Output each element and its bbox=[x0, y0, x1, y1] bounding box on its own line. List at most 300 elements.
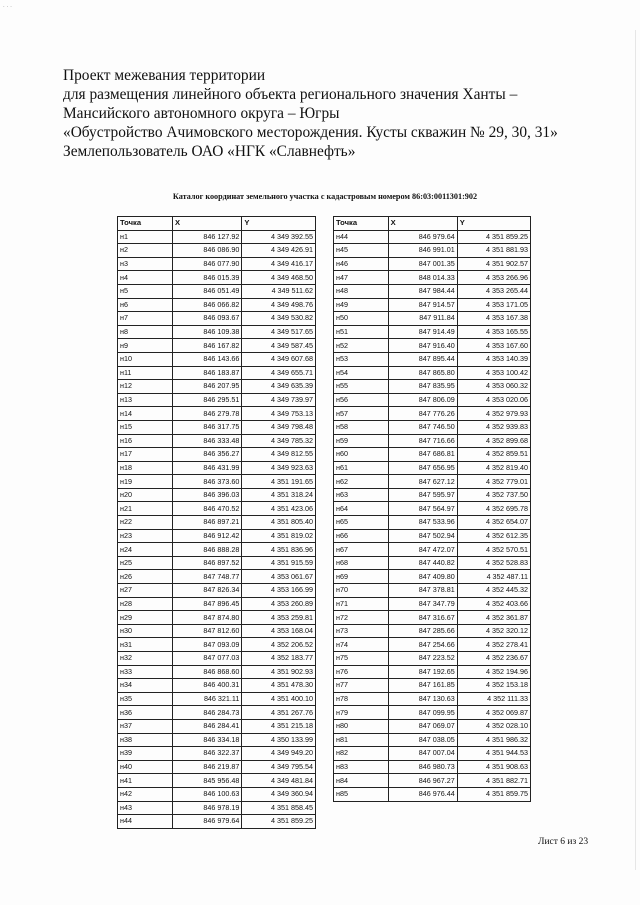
point-cell: н8 bbox=[118, 325, 173, 339]
table-row bbox=[118, 570, 316, 584]
y-cell: 4 352 487.11 bbox=[457, 570, 530, 584]
x-cell: 846 333.48 bbox=[172, 434, 241, 448]
x-cell: 846 207.95 bbox=[172, 380, 241, 394]
point-cell: н60 bbox=[334, 448, 389, 462]
y-cell: 4 353 167.38 bbox=[457, 312, 530, 326]
table-row bbox=[334, 665, 531, 679]
point-cell: н84 bbox=[334, 774, 389, 788]
x-cell: 847 316.67 bbox=[388, 611, 457, 625]
y-cell: 4 351 882.71 bbox=[457, 774, 530, 788]
point-cell: н10 bbox=[118, 352, 173, 366]
table-row bbox=[118, 339, 316, 353]
x-cell: 846 295.51 bbox=[172, 393, 241, 407]
y-cell: 4 352 570.51 bbox=[457, 543, 530, 557]
x-cell: 846 400.31 bbox=[172, 679, 241, 693]
y-cell: 4 352 737.50 bbox=[457, 488, 530, 502]
table-row bbox=[118, 230, 316, 244]
y-cell: 4 349 812.55 bbox=[242, 448, 316, 462]
point-cell: н36 bbox=[118, 706, 173, 720]
table-row bbox=[118, 529, 316, 543]
point-cell: н41 bbox=[118, 774, 173, 788]
point-cell: н81 bbox=[334, 733, 389, 747]
x-cell: 847 746.50 bbox=[388, 420, 457, 434]
x-cell: 846 284.73 bbox=[172, 706, 241, 720]
point-cell: н22 bbox=[118, 516, 173, 530]
point-cell: н17 bbox=[118, 448, 173, 462]
y-cell: 4 351 908.63 bbox=[457, 760, 530, 774]
point-cell: н32 bbox=[118, 652, 173, 666]
x-cell: 847 896.45 bbox=[172, 597, 241, 611]
x-cell: 847 686.81 bbox=[388, 448, 457, 462]
y-cell: 4 349 655.71 bbox=[242, 366, 316, 380]
x-cell: 846 979.64 bbox=[172, 815, 241, 829]
y-cell: 4 349 607.68 bbox=[242, 352, 316, 366]
x-cell: 847 223.52 bbox=[388, 652, 457, 666]
point-cell: н69 bbox=[334, 570, 389, 584]
x-cell: 847 007.04 bbox=[388, 747, 457, 761]
x-cell: 847 378.81 bbox=[388, 584, 457, 598]
x-cell: 846 967.27 bbox=[388, 774, 457, 788]
x-cell: 847 776.26 bbox=[388, 407, 457, 421]
x-cell: 847 001.35 bbox=[388, 257, 457, 271]
x-cell: 847 472.07 bbox=[388, 543, 457, 557]
header-line: «Обустройство Ачимовского месторождения. Кусты скважин № 29, 30, 31» bbox=[63, 124, 558, 141]
y-cell: 4 349 635.39 bbox=[242, 380, 316, 394]
x-cell: 847 161.85 bbox=[388, 679, 457, 693]
x-cell: 846 912.42 bbox=[172, 529, 241, 543]
y-cell: 4 351 267.76 bbox=[242, 706, 316, 720]
table-row bbox=[118, 244, 316, 258]
point-cell: н68 bbox=[334, 556, 389, 570]
table-row bbox=[334, 570, 531, 584]
y-cell: 4 353 020.06 bbox=[457, 393, 530, 407]
point-cell: н80 bbox=[334, 719, 389, 733]
point-cell: н31 bbox=[118, 638, 173, 652]
x-cell: 846 015.39 bbox=[172, 271, 241, 285]
point-cell: н2 bbox=[118, 244, 173, 258]
point-cell: н38 bbox=[118, 733, 173, 747]
point-cell: н65 bbox=[334, 516, 389, 530]
point-cell: н13 bbox=[118, 393, 173, 407]
x-cell: 846 322.37 bbox=[172, 747, 241, 761]
table-row bbox=[334, 407, 531, 421]
y-cell: 4 351 191.65 bbox=[242, 475, 316, 489]
y-cell: 4 352 183.77 bbox=[242, 652, 316, 666]
table-row bbox=[334, 652, 531, 666]
y-cell: 4 349 426.91 bbox=[242, 244, 316, 258]
x-cell: 847 865.80 bbox=[388, 366, 457, 380]
y-cell: 4 352 899.68 bbox=[457, 434, 530, 448]
table-row bbox=[334, 244, 531, 258]
x-cell: 846 143.66 bbox=[172, 352, 241, 366]
table-row bbox=[334, 556, 531, 570]
x-cell: 847 285.66 bbox=[388, 624, 457, 638]
header-y: Y bbox=[242, 217, 316, 231]
table-row bbox=[334, 692, 531, 706]
y-cell: 4 349 587.45 bbox=[242, 339, 316, 353]
y-cell: 4 349 416.17 bbox=[242, 257, 316, 271]
point-cell: н27 bbox=[118, 584, 173, 598]
table-row bbox=[118, 420, 316, 434]
x-cell: 846 183.87 bbox=[172, 366, 241, 380]
point-cell: н47 bbox=[334, 271, 389, 285]
x-cell: 846 868.60 bbox=[172, 665, 241, 679]
x-cell: 847 347.79 bbox=[388, 597, 457, 611]
x-cell: 846 109.38 bbox=[172, 325, 241, 339]
point-cell: н35 bbox=[118, 692, 173, 706]
point-cell: н23 bbox=[118, 529, 173, 543]
x-cell: 847 038.05 bbox=[388, 733, 457, 747]
table-row bbox=[118, 502, 316, 516]
y-cell: 4 351 859.75 bbox=[457, 787, 530, 801]
x-cell: 847 627.12 bbox=[388, 475, 457, 489]
table-row bbox=[118, 719, 316, 733]
point-cell: н61 bbox=[334, 461, 389, 475]
point-cell: н74 bbox=[334, 638, 389, 652]
catalog-title: Каталог координат земельного участка с кадастровым номером 86:03:0011301:902 bbox=[172, 192, 478, 201]
point-cell: н14 bbox=[118, 407, 173, 421]
table-row bbox=[118, 611, 316, 625]
table-row bbox=[118, 284, 316, 298]
point-cell: н9 bbox=[118, 339, 173, 353]
table-row bbox=[118, 407, 316, 421]
table-row bbox=[334, 257, 531, 271]
table-row bbox=[118, 624, 316, 638]
table-row bbox=[334, 502, 531, 516]
x-cell: 845 956.48 bbox=[172, 774, 241, 788]
y-cell: 4 349 949.20 bbox=[242, 747, 316, 761]
y-cell: 4 353 165.55 bbox=[457, 325, 530, 339]
point-cell: н48 bbox=[334, 284, 389, 298]
table-row bbox=[334, 543, 531, 557]
y-cell: 4 353 060.32 bbox=[457, 380, 530, 394]
table-row bbox=[118, 257, 316, 271]
y-cell: 4 352 528.83 bbox=[457, 556, 530, 570]
x-cell: 848 014.33 bbox=[388, 271, 457, 285]
y-cell: 4 351 858.45 bbox=[242, 801, 316, 815]
y-cell: 4 353 061.67 bbox=[242, 570, 316, 584]
y-cell: 4 352 194.96 bbox=[457, 665, 530, 679]
table-row bbox=[334, 733, 531, 747]
point-cell: н75 bbox=[334, 652, 389, 666]
x-cell: 846 093.67 bbox=[172, 312, 241, 326]
table-row bbox=[334, 434, 531, 448]
table-row bbox=[334, 448, 531, 462]
table-row bbox=[334, 611, 531, 625]
table-row bbox=[118, 448, 316, 462]
x-cell: 846 979.64 bbox=[388, 230, 457, 244]
y-cell: 4 353 171.05 bbox=[457, 298, 530, 312]
x-cell: 846 127.92 bbox=[172, 230, 241, 244]
x-cell: 847 874.80 bbox=[172, 611, 241, 625]
x-cell: 846 431.99 bbox=[172, 461, 241, 475]
y-cell: 4 352 445.32 bbox=[457, 584, 530, 598]
table-row bbox=[118, 787, 316, 801]
table-row bbox=[334, 584, 531, 598]
point-cell: н72 bbox=[334, 611, 389, 625]
y-cell: 4 353 168.04 bbox=[242, 624, 316, 638]
table-row bbox=[334, 461, 531, 475]
y-cell: 4 351 478.30 bbox=[242, 679, 316, 693]
point-cell: н7 bbox=[118, 312, 173, 326]
sheet-number: Лист 6 из 23 bbox=[538, 837, 589, 847]
x-cell: 847 093.09 bbox=[172, 638, 241, 652]
table-row bbox=[334, 475, 531, 489]
y-cell: 4 349 468.50 bbox=[242, 271, 316, 285]
table-row bbox=[118, 380, 316, 394]
point-cell: н25 bbox=[118, 556, 173, 570]
point-cell: н5 bbox=[118, 284, 173, 298]
table-row bbox=[334, 339, 531, 353]
y-cell: 4 349 923.63 bbox=[242, 461, 316, 475]
point-cell: н62 bbox=[334, 475, 389, 489]
point-cell: н77 bbox=[334, 679, 389, 693]
point-cell: н37 bbox=[118, 719, 173, 733]
point-cell: н19 bbox=[118, 475, 173, 489]
y-cell: 4 352 236.67 bbox=[457, 652, 530, 666]
header-line: Проект межевания территории bbox=[63, 67, 266, 84]
table-header-row bbox=[334, 217, 531, 231]
document-header bbox=[63, 66, 583, 161]
table-row bbox=[334, 516, 531, 530]
y-cell: 4 349 517.65 bbox=[242, 325, 316, 339]
table-row bbox=[118, 298, 316, 312]
x-cell: 847 716.66 bbox=[388, 434, 457, 448]
table-row bbox=[118, 652, 316, 666]
x-cell: 846 980.73 bbox=[388, 760, 457, 774]
point-cell: н44 bbox=[118, 815, 173, 829]
x-cell: 846 897.52 bbox=[172, 556, 241, 570]
point-cell: н15 bbox=[118, 420, 173, 434]
y-cell: 4 353 265.44 bbox=[457, 284, 530, 298]
table-row bbox=[118, 801, 316, 815]
y-cell: 4 351 902.57 bbox=[457, 257, 530, 271]
x-cell: 847 656.95 bbox=[388, 461, 457, 475]
point-cell: н66 bbox=[334, 529, 389, 543]
table-row bbox=[334, 679, 531, 693]
table-row bbox=[334, 706, 531, 720]
y-cell: 4 352 819.40 bbox=[457, 461, 530, 475]
table-row bbox=[334, 760, 531, 774]
header-line: Землепользователь ОАО «НГК «Славнефть» bbox=[63, 143, 356, 160]
x-cell: 847 440.82 bbox=[388, 556, 457, 570]
table-row bbox=[334, 488, 531, 502]
x-cell: 846 077.90 bbox=[172, 257, 241, 271]
table-row bbox=[118, 461, 316, 475]
x-cell: 847 914.57 bbox=[388, 298, 457, 312]
x-cell: 846 470.52 bbox=[172, 502, 241, 516]
table-row bbox=[118, 733, 316, 747]
y-cell: 4 352 939.83 bbox=[457, 420, 530, 434]
point-cell: н24 bbox=[118, 543, 173, 557]
y-cell: 4 349 753.13 bbox=[242, 407, 316, 421]
table-header-row bbox=[118, 217, 316, 231]
point-cell: н43 bbox=[118, 801, 173, 815]
point-cell: н73 bbox=[334, 624, 389, 638]
scan-mark: ... bbox=[2, 2, 13, 9]
y-cell: 4 353 140.39 bbox=[457, 352, 530, 366]
table-row bbox=[118, 665, 316, 679]
table-row bbox=[118, 706, 316, 720]
y-cell: 4 353 167.60 bbox=[457, 339, 530, 353]
y-cell: 4 352 153.18 bbox=[457, 679, 530, 693]
point-cell: н21 bbox=[118, 502, 173, 516]
table-row bbox=[118, 325, 316, 339]
point-cell: н52 bbox=[334, 339, 389, 353]
y-cell: 4 351 944.53 bbox=[457, 747, 530, 761]
x-cell: 847 895.44 bbox=[388, 352, 457, 366]
x-cell: 846 167.82 bbox=[172, 339, 241, 353]
x-cell: 846 991.01 bbox=[388, 244, 457, 258]
y-cell: 4 352 069.87 bbox=[457, 706, 530, 720]
point-cell: н44 bbox=[334, 230, 389, 244]
point-cell: н54 bbox=[334, 366, 389, 380]
point-cell: н82 bbox=[334, 747, 389, 761]
header-x: X bbox=[388, 217, 457, 231]
y-cell: 4 351 915.59 bbox=[242, 556, 316, 570]
y-cell: 4 352 028.10 bbox=[457, 719, 530, 733]
x-cell: 847 192.65 bbox=[388, 665, 457, 679]
point-cell: н29 bbox=[118, 611, 173, 625]
x-cell: 846 356.27 bbox=[172, 448, 241, 462]
table-row bbox=[334, 597, 531, 611]
y-cell: 4 352 859.51 bbox=[457, 448, 530, 462]
table-row bbox=[118, 747, 316, 761]
y-cell: 4 349 360.94 bbox=[242, 787, 316, 801]
y-cell: 4 352 695.78 bbox=[457, 502, 530, 516]
x-cell: 846 334.18 bbox=[172, 733, 241, 747]
x-cell: 847 533.96 bbox=[388, 516, 457, 530]
point-cell: н3 bbox=[118, 257, 173, 271]
point-cell: н26 bbox=[118, 570, 173, 584]
point-cell: н6 bbox=[118, 298, 173, 312]
point-cell: н30 bbox=[118, 624, 173, 638]
point-cell: н67 bbox=[334, 543, 389, 557]
table-row bbox=[334, 774, 531, 788]
y-cell: 4 349 392.55 bbox=[242, 230, 316, 244]
table-row bbox=[118, 475, 316, 489]
header-point: Точка bbox=[334, 217, 389, 231]
table-row bbox=[118, 692, 316, 706]
y-cell: 4 350 133.99 bbox=[242, 733, 316, 747]
x-cell: 847 806.09 bbox=[388, 393, 457, 407]
y-cell: 4 351 859.25 bbox=[457, 230, 530, 244]
x-cell: 847 826.34 bbox=[172, 584, 241, 598]
y-cell: 4 349 798.48 bbox=[242, 420, 316, 434]
table-row bbox=[118, 597, 316, 611]
point-cell: н20 bbox=[118, 488, 173, 502]
point-cell: н4 bbox=[118, 271, 173, 285]
x-cell: 847 835.95 bbox=[388, 380, 457, 394]
x-cell: 847 812.60 bbox=[172, 624, 241, 638]
x-cell: 847 914.49 bbox=[388, 325, 457, 339]
point-cell: н57 bbox=[334, 407, 389, 421]
point-cell: н28 bbox=[118, 597, 173, 611]
y-cell: 4 349 498.76 bbox=[242, 298, 316, 312]
scan-edge bbox=[635, 30, 636, 870]
point-cell: н59 bbox=[334, 434, 389, 448]
y-cell: 4 351 805.40 bbox=[242, 516, 316, 530]
table-row bbox=[118, 774, 316, 788]
y-cell: 4 352 320.12 bbox=[457, 624, 530, 638]
point-cell: н53 bbox=[334, 352, 389, 366]
y-cell: 4 349 739.97 bbox=[242, 393, 316, 407]
point-cell: н16 bbox=[118, 434, 173, 448]
y-cell: 4 353 259.81 bbox=[242, 611, 316, 625]
table-row bbox=[118, 679, 316, 693]
x-cell: 846 321.11 bbox=[172, 692, 241, 706]
table-row bbox=[118, 556, 316, 570]
point-cell: н42 bbox=[118, 787, 173, 801]
x-cell: 846 897.21 bbox=[172, 516, 241, 530]
table-row bbox=[334, 312, 531, 326]
x-cell: 846 051.49 bbox=[172, 284, 241, 298]
y-cell: 4 352 403.66 bbox=[457, 597, 530, 611]
x-cell: 847 130.63 bbox=[388, 692, 457, 706]
table-row bbox=[118, 312, 316, 326]
table-row bbox=[118, 815, 316, 829]
table-row bbox=[118, 352, 316, 366]
x-cell: 847 409.80 bbox=[388, 570, 457, 584]
y-cell: 4 351 215.18 bbox=[242, 719, 316, 733]
header-y: Y bbox=[457, 217, 530, 231]
x-cell: 847 564.97 bbox=[388, 502, 457, 516]
point-cell: н11 bbox=[118, 366, 173, 380]
y-cell: 4 352 654.07 bbox=[457, 516, 530, 530]
point-cell: н49 bbox=[334, 298, 389, 312]
y-cell: 4 352 278.41 bbox=[457, 638, 530, 652]
y-cell: 4 351 881.93 bbox=[457, 244, 530, 258]
table-row bbox=[334, 366, 531, 380]
y-cell: 4 352 779.01 bbox=[457, 475, 530, 489]
y-cell: 4 351 400.10 bbox=[242, 692, 316, 706]
point-cell: н83 bbox=[334, 760, 389, 774]
y-cell: 4 351 423.06 bbox=[242, 502, 316, 516]
table-row bbox=[334, 420, 531, 434]
point-cell: н70 bbox=[334, 584, 389, 598]
point-cell: н58 bbox=[334, 420, 389, 434]
header-point: Точка bbox=[118, 217, 173, 231]
table-row bbox=[334, 529, 531, 543]
y-cell: 4 351 986.32 bbox=[457, 733, 530, 747]
table-row bbox=[118, 584, 316, 598]
y-cell: 4 351 836.96 bbox=[242, 543, 316, 557]
point-cell: н46 bbox=[334, 257, 389, 271]
header-line: Мансийского автономного округа – Югры bbox=[63, 105, 340, 122]
x-cell: 846 086.90 bbox=[172, 244, 241, 258]
table-row bbox=[118, 393, 316, 407]
point-cell: н56 bbox=[334, 393, 389, 407]
x-cell: 847 099.95 bbox=[388, 706, 457, 720]
table-row bbox=[334, 380, 531, 394]
table-row bbox=[334, 230, 531, 244]
header-x: X bbox=[172, 217, 241, 231]
point-cell: н18 bbox=[118, 461, 173, 475]
table-row bbox=[334, 393, 531, 407]
y-cell: 4 352 612.35 bbox=[457, 529, 530, 543]
y-cell: 4 353 166.99 bbox=[242, 584, 316, 598]
y-cell: 4 349 785.32 bbox=[242, 434, 316, 448]
y-cell: 4 349 511.62 bbox=[242, 284, 316, 298]
x-cell: 846 066.82 bbox=[172, 298, 241, 312]
x-cell: 847 502.94 bbox=[388, 529, 457, 543]
point-cell: н55 bbox=[334, 380, 389, 394]
y-cell: 4 352 361.87 bbox=[457, 611, 530, 625]
table-row bbox=[118, 434, 316, 448]
table-row bbox=[334, 271, 531, 285]
x-cell: 847 077.03 bbox=[172, 652, 241, 666]
point-cell: н78 bbox=[334, 692, 389, 706]
